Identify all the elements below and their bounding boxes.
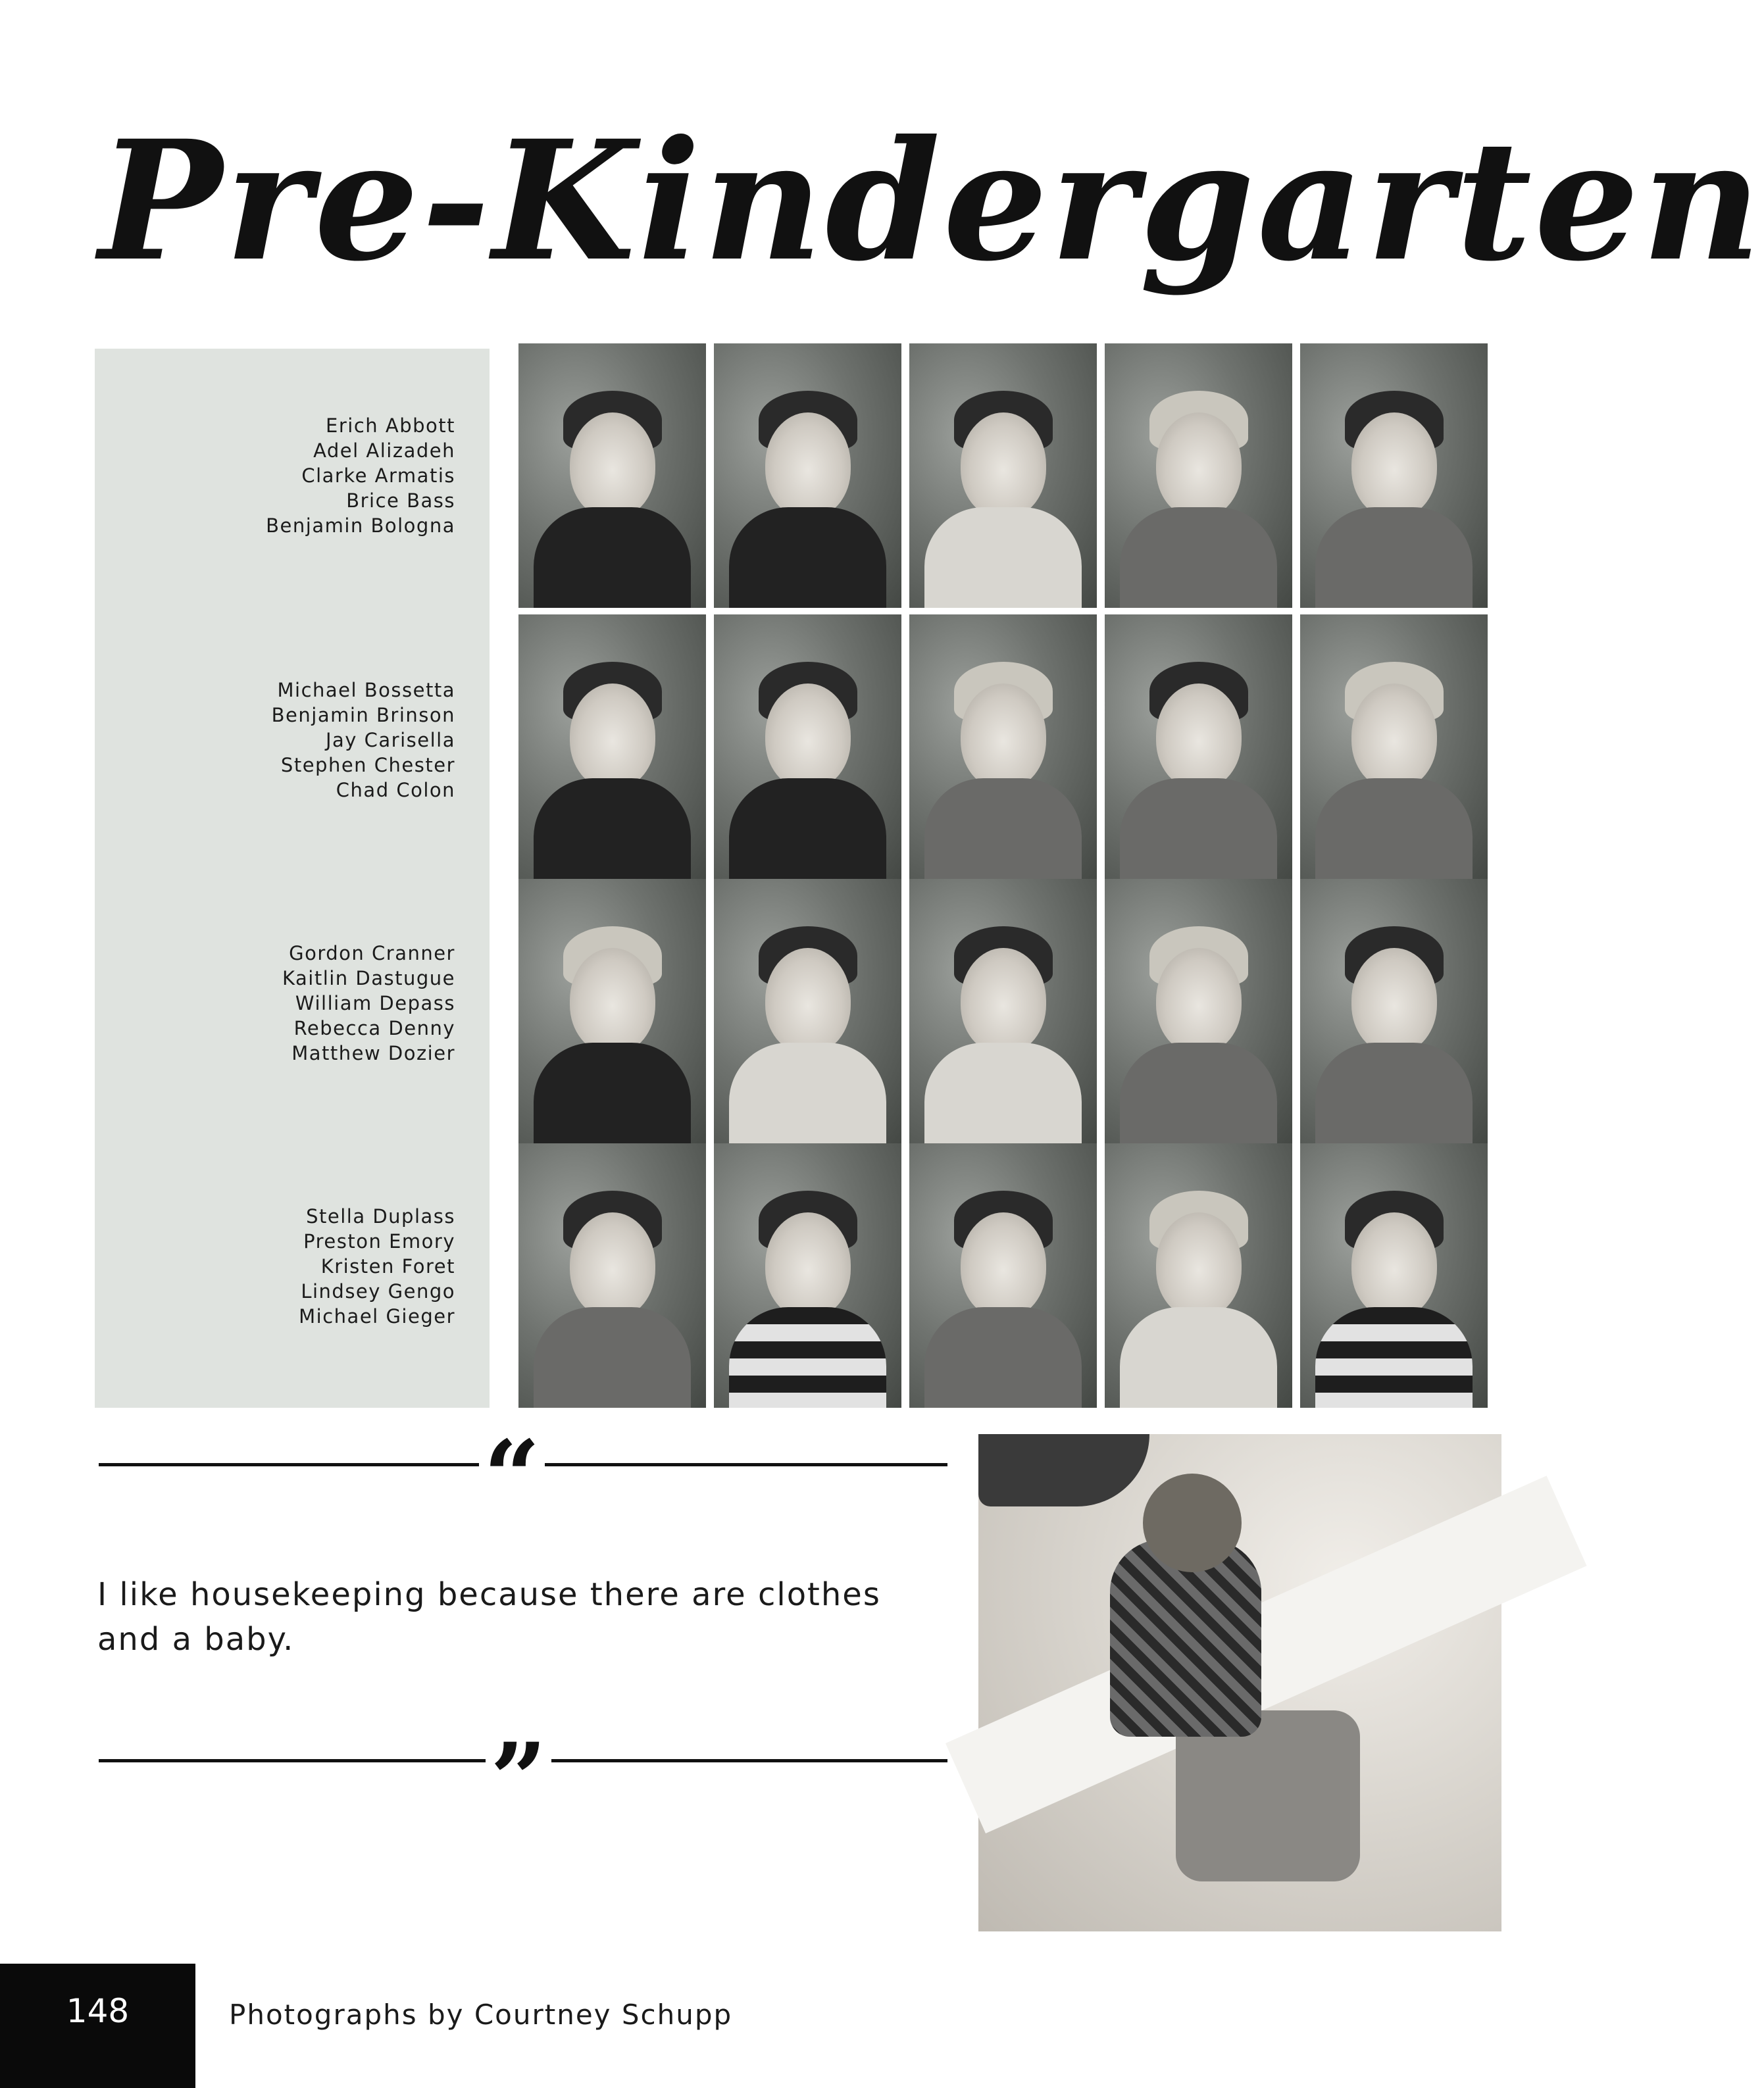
student-portrait — [714, 343, 901, 608]
student-portrait — [518, 614, 706, 879]
student-name: Stephen Chester — [280, 754, 455, 776]
student-name: Lindsey Gengo — [301, 1280, 455, 1303]
student-name: Benjamin Bologna — [266, 514, 455, 537]
student-portrait — [1105, 614, 1292, 879]
student-portrait — [518, 343, 706, 608]
student-name: Jay Carisella — [325, 729, 455, 751]
student-name: William Depass — [295, 992, 455, 1014]
student-name: Kristen Foret — [320, 1255, 455, 1278]
student-name: Gordon Cranner — [289, 942, 455, 964]
student-portrait — [518, 879, 706, 1143]
student-portrait — [714, 1143, 901, 1408]
student-portrait — [1300, 879, 1488, 1143]
student-portrait — [1105, 343, 1292, 608]
toy-vehicle — [978, 1434, 1149, 1506]
student-name: Clarke Armatis — [301, 464, 455, 487]
name-group-row-2 — [272, 678, 455, 803]
student-portrait — [909, 614, 1097, 879]
student-portrait — [518, 1143, 706, 1408]
student-portrait — [909, 343, 1097, 608]
close-quote-mark: ” — [486, 1743, 551, 1816]
student-portrait — [714, 614, 901, 879]
page-title: Pre-Kindergarten — [99, 104, 1764, 297]
student-portrait — [1300, 343, 1488, 608]
name-group-row-3 — [282, 941, 455, 1066]
name-group-row-1 — [266, 413, 455, 538]
photo-credit: Photographs by Courtney Schupp — [229, 1999, 733, 2031]
student-portrait — [1300, 1143, 1488, 1408]
open-quote-mark: “ — [479, 1441, 545, 1513]
student-name: Brice Bass — [346, 489, 455, 512]
name-group-row-4 — [299, 1204, 455, 1329]
student-name: Kaitlin Dastugue — [282, 967, 455, 989]
names-panel — [95, 349, 490, 1408]
page-number: 148 — [66, 1992, 130, 2030]
student-portrait — [909, 879, 1097, 1143]
student-portrait — [909, 1143, 1097, 1408]
student-name: Michael Bossetta — [277, 679, 455, 701]
student-name: Preston Emory — [303, 1230, 455, 1253]
student-name: Michael Gieger — [299, 1305, 455, 1328]
student-portrait — [1300, 614, 1488, 879]
student-name: Erich Abbott — [326, 414, 455, 437]
candid-photo — [978, 1434, 1501, 1931]
student-name: Matthew Dozier — [291, 1042, 455, 1064]
student-name: Adel Alizadeh — [313, 439, 455, 462]
student-portrait — [714, 879, 901, 1143]
student-portrait — [1105, 1143, 1292, 1408]
quote-text: I like housekeeping because there are clothes and a baby. — [97, 1576, 881, 1658]
student-name: Benjamin Brinson — [271, 704, 455, 726]
child-head — [1143, 1474, 1242, 1572]
student-name: Stella Duplass — [306, 1205, 455, 1228]
student-portrait — [1105, 879, 1292, 1143]
student-name: Chad Colon — [336, 779, 455, 801]
student-name: Rebecca Denny — [293, 1017, 455, 1039]
